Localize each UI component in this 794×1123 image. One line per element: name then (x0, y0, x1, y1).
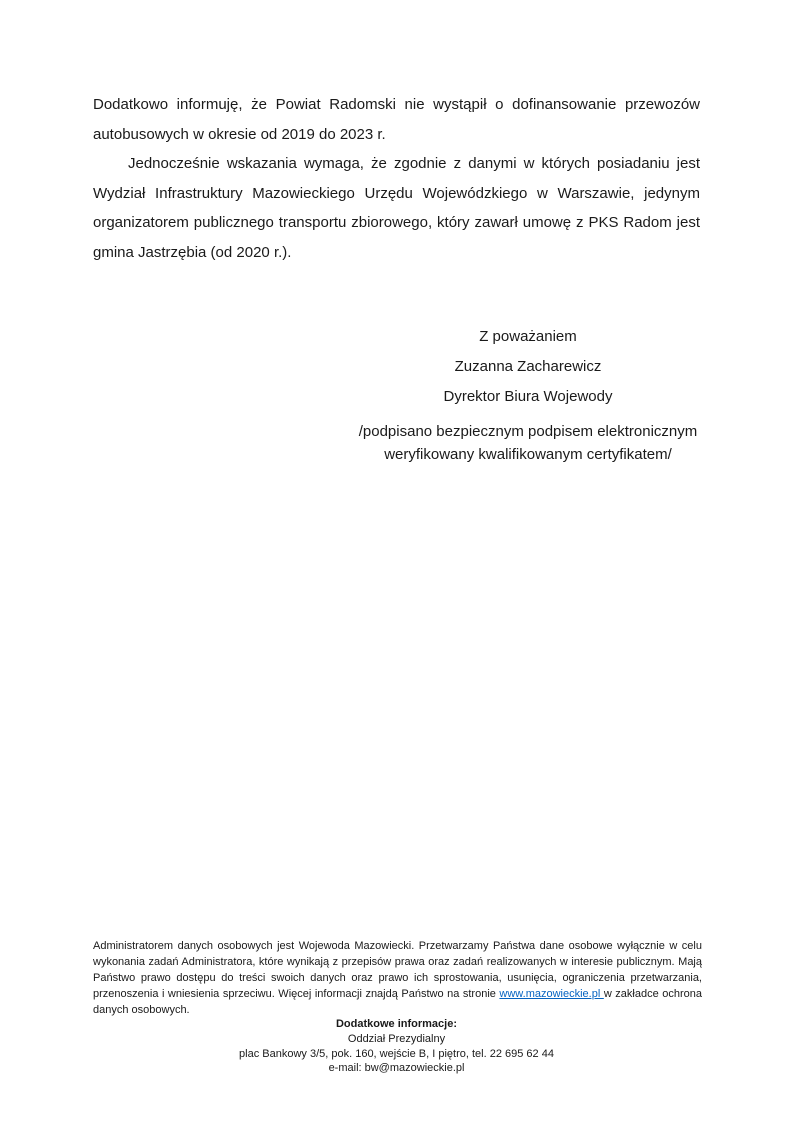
address-line: plac Bankowy 3/5, pok. 160, wejście B, I piętro, tel. 22 695 62 44 (239, 1047, 554, 1060)
signature-esign-note (358, 420, 698, 466)
mazowieckie-link[interactable]: www.mazowieckie.pl (499, 988, 604, 1000)
signature-closing: Z poważaniem (479, 328, 577, 345)
signature-name: Zuzanna Zacharewicz (454, 358, 602, 375)
paragraph-funding-info: Dodatkowo informuję, że Powiat Radomski nie wystąpił o dofinansowanie przewozów autobusowych w okresie od 2019 do 2023 r. (93, 96, 700, 143)
additional-info-heading: Dodatkowe informacje: (335, 1018, 458, 1030)
department-line: Oddział Prezydialny (347, 1033, 446, 1045)
signature-title: Dyrektor Biura Wojewody (443, 388, 613, 405)
email-line: e-mail: bw@mazowieckie.pl (328, 1062, 465, 1075)
footer-gdpr-notice (93, 938, 702, 1018)
signature-esign-line2: weryfikowany kwalifikowanym certyfikatem/ (384, 446, 672, 463)
letter-body (93, 90, 700, 267)
footer-contact-info (93, 1017, 700, 1076)
paragraph-organizer-info: Jednocześnie wskazania wymaga, że zgodnie z danymi w których posiadaniu jest Wydział Infrastruktury Mazowieckiego Urzędu Wojewódzkiego w Warszawie, jedynym organizatorem publicznego transportu zbiorowego, który zawarł umowę z PKS Radom jest gmina Jastrzębia (od 2020 r.). (93, 155, 700, 261)
signature-esign-line1: /podpisano bezpiecznym podpisem elektronicznym (358, 423, 698, 440)
gdpr-text-before-link: Administratorem danych osobowych jest Wojewoda Mazowiecki. Przetwarzamy Państwa dane osobowe wyłącznie w celu wykonania zadań Administratora, które wynikają z przepisów prawa oraz zadań realizowanych w interesie publicznym. Mają Państwo prawo dostępu do treści swoich danych oraz prawo ich sprostowania, usunięcia, ograniczenia przetwarzania, przenoszenia i wniesienia sprzeciwu. Więcej informacji znajdą Państwo na stronie (93, 940, 702, 1000)
gdpr-text-after-link: w zakładce ochrona danych osobowych. (93, 988, 702, 1016)
signature-block (358, 322, 698, 466)
